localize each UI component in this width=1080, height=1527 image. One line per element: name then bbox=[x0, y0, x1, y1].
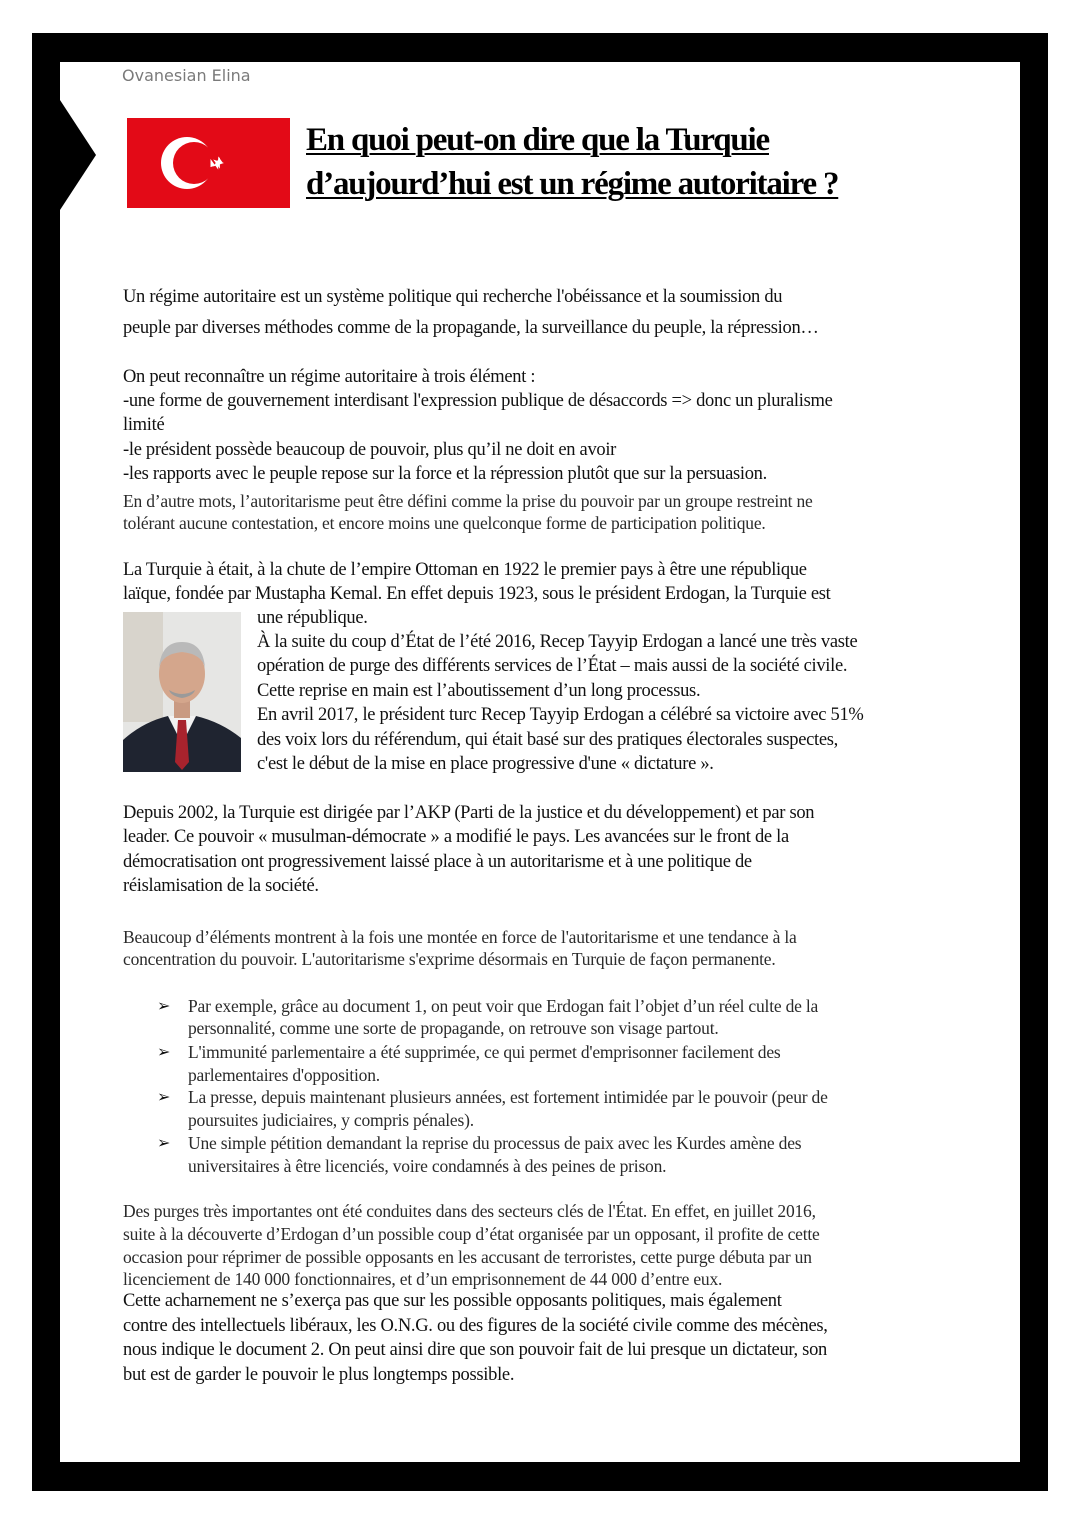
bullet-text: La presse, depuis maintenant plusieurs années, est fortement intimidée par le pouvoir (peur de bbox=[188, 1087, 828, 1107]
bullet-text: poursuites judiciaires, y compris pénales). bbox=[188, 1110, 474, 1130]
bullet-text: personnalité, comme une sorte de propagande, on retrouve son visage partout. bbox=[188, 1018, 719, 1038]
text-line: La Turquie à était, à la chute de l’empire Ottoman en 1922 le premier pays à être une république bbox=[123, 560, 807, 580]
bullet-text: L'immunité parlementaire a été supprimée, ce qui permet d'emprisonner facilement des bbox=[188, 1042, 781, 1062]
text-line: démocratisation ont progressivement laissé place à un autoritarisme et à une politique de bbox=[123, 852, 752, 872]
text-line: nous indique le document 2. On peut ainsi dire que son pouvoir fait de lui presque un dictateur, son bbox=[123, 1340, 827, 1360]
text-line: tolérant aucune contestation, et encore moins une quelconque forme de participation politique. bbox=[123, 513, 766, 533]
author-name: Ovanesian Elina bbox=[122, 66, 251, 85]
text-line: En d’autre mots, l’autoritarisme peut être défini comme la prise du pouvoir par un groupe restreint ne bbox=[123, 491, 813, 511]
text-line: -une forme de gouvernement interdisant l'expression publique de désaccords => donc un pluralisme bbox=[123, 391, 833, 411]
text-line: -les rapports avec le peuple repose sur la force et la répression plutôt que sur la persuasion. bbox=[123, 464, 767, 484]
bullet-text: parlementaires d'opposition. bbox=[188, 1065, 380, 1085]
text-line: Un régime autoritaire est un système politique qui recherche l'obéissance et la soumission du bbox=[123, 287, 783, 307]
text-line: Cette reprise en main est l’aboutissement d’un long processus. bbox=[257, 681, 701, 701]
text-line: Des purges très importantes ont été conduites dans des secteurs clés de l'État. En effet, en juillet 2016, bbox=[123, 1201, 816, 1221]
portrait-photo bbox=[123, 612, 241, 772]
text-line: Depuis 2002, la Turquie est dirigée par l’AKP (Parti de la justice et du développement) et par son bbox=[123, 803, 815, 823]
text-line: laïque, fondée par Mustapha Kemal. En effet depuis 1923, sous le président Erdogan, la Turquie est bbox=[123, 584, 831, 604]
text-line: contre des intellectuels libéraux, les O.N.G. ou des figures de la société civile comme des mécènes, bbox=[123, 1316, 828, 1336]
text-line: une république. bbox=[257, 608, 368, 628]
bullet-arrow-icon: ➢ bbox=[157, 1133, 171, 1152]
text-line: licenciement de 140 000 fonctionnaires, et d’un emprisonnement de 44 000 d’entre eux. bbox=[123, 1269, 723, 1289]
side-tab bbox=[32, 100, 60, 210]
text-line: Cette acharnement ne s’exerça pas que sur les possible opposants politiques, mais également bbox=[123, 1291, 782, 1311]
bullet-text: Par exemple, grâce au document 1, on peut voir que Erdogan fait l’objet d’un réel culte de la bbox=[188, 996, 819, 1016]
bullet-arrow-icon: ➢ bbox=[157, 1042, 171, 1061]
text-line: réislamisation de la société. bbox=[123, 876, 319, 896]
bullet-text: universitaires à être licenciés, voire condamnés à des peines de prison. bbox=[188, 1156, 667, 1176]
text-line: -le président possède beaucoup de pouvoir, plus qu’il ne doit en avoir bbox=[123, 440, 617, 460]
text-line: des voix lors du référendum, qui était basé sur des pratiques électorales suspectes, bbox=[257, 730, 839, 750]
text-line: concentration du pouvoir. L'autoritarisme s'exprime désormais en Turquie de façon permanente. bbox=[123, 949, 776, 969]
text-line: limité bbox=[123, 415, 165, 435]
side-tab-arrow-icon bbox=[60, 100, 96, 210]
text-line: leader. Ce pouvoir « musulman-démocrate » a modifié le pays. Les avancées sur le front de la bbox=[123, 827, 789, 847]
bullet-text: Une simple pétition demandant la reprise du processus de paix avec les Kurdes amène des bbox=[188, 1133, 802, 1153]
text-line: but est de garder le pouvoir le plus longtemps possible. bbox=[123, 1365, 515, 1385]
turkish-flag-icon bbox=[127, 118, 290, 208]
text-line: Beaucoup d’éléments montrent à la fois une montée en force de l'autoritarisme et une tendance à la bbox=[123, 927, 797, 947]
text-line: peuple par diverses méthodes comme de la propagande, la surveillance du peuple, la répression… bbox=[123, 318, 819, 338]
page-title bbox=[306, 118, 946, 206]
text-line: suite à la découverte d’Erdogan d’un possible coup d’état organisée par un opposant, il profite de cette bbox=[123, 1224, 820, 1244]
text-line: opération de purge des différents services de l’État – mais aussi de la société civile. bbox=[257, 656, 848, 676]
title-line-2: d’aujourd’hui est un régime autoritaire ? bbox=[306, 166, 839, 202]
text-line: À la suite du coup d’État de l’été 2016, Recep Tayyip Erdogan a lancé une très vaste bbox=[257, 632, 858, 652]
title-line-1: En quoi peut-on dire que la Turquie bbox=[306, 122, 769, 158]
bullet-arrow-icon: ➢ bbox=[157, 1087, 171, 1106]
text-line: En avril 2017, le président turc Recep Tayyip Erdogan a célébré sa victoire avec 51% bbox=[257, 705, 864, 725]
bullet-arrow-icon: ➢ bbox=[157, 996, 171, 1015]
text-line: occasion pour réprimer de possible opposants en les accusant de terroristes, cette purge débuta par un bbox=[123, 1247, 812, 1267]
text-line: On peut reconnaître un régime autoritaire à trois élément : bbox=[123, 367, 536, 387]
text-line: c'est le début de la mise en place progressive d'une « dictature ». bbox=[257, 754, 714, 774]
